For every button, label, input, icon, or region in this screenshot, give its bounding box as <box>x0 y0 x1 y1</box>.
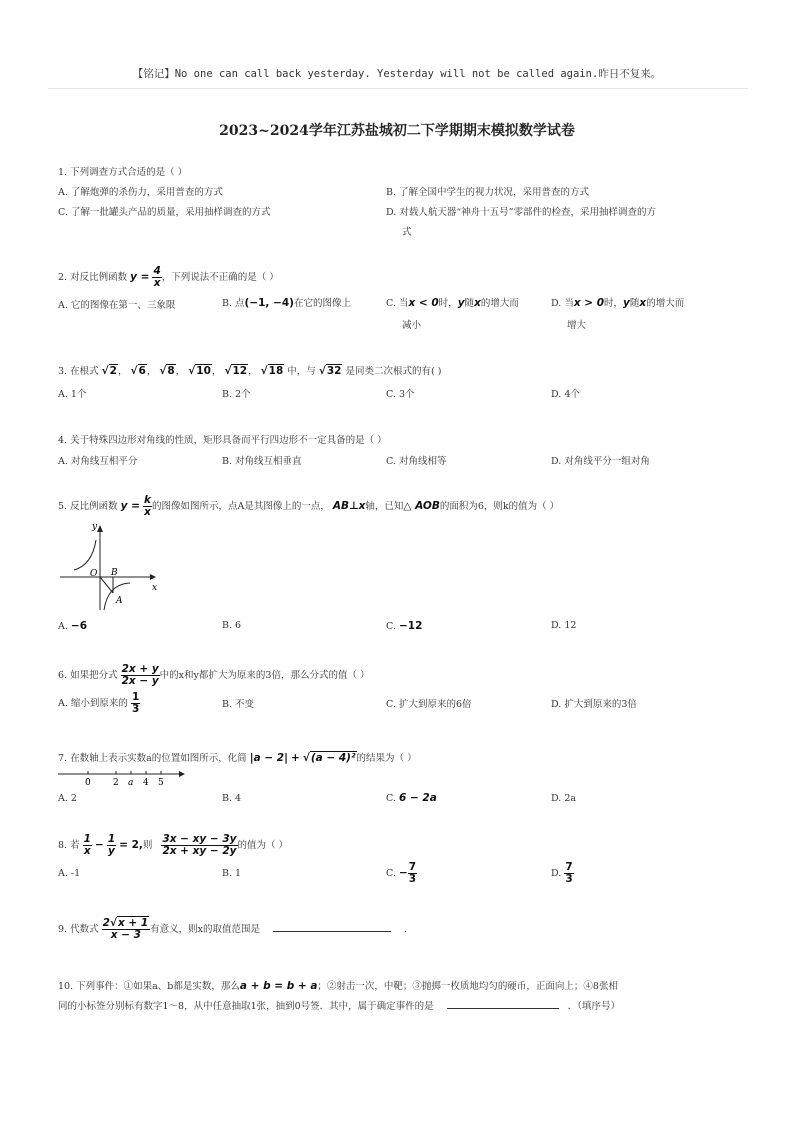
motto-banner: 【铭记】No one can call back yesterday. Yesterday will not be called again.昨日不复来。 <box>132 68 662 80</box>
q5-option-d: D. 12 <box>551 620 577 631</box>
q4-option-c: C. 对角线相等 <box>386 456 447 467</box>
q10-line1: 10. 下列事件：①如果a、b都是实数，那么a + b = b + a；②射击一次，中靶；③抛掷一枚质地均匀的硬币，正面向上；④8张相 <box>58 980 618 992</box>
q1-option-d-cont: 式 <box>402 227 412 238</box>
number-line-arrow <box>179 771 185 777</box>
q1-option-d: D. 对载人航天器“神舟十五号”零部件的检查，采用抽样调查的方 <box>386 207 657 218</box>
q9-fraction: $\frac{2√x + 1}{x - 3}$ <box>102 917 149 942</box>
q8-option-b: B. 1 <box>222 868 242 879</box>
root-item: √10 <box>188 365 211 377</box>
q7-number-line <box>58 766 188 788</box>
point-b-label: B <box>111 568 118 578</box>
q7-option-c: C. 6 − 2a <box>386 792 437 804</box>
q6-option-d: D. 扩大到原来的3倍 <box>551 699 637 710</box>
root-item: √8 <box>159 365 175 377</box>
root-target: √32 <box>318 365 342 377</box>
q5-option-a: A. −6 <box>58 620 88 632</box>
q2-option-c-cont: 减小 <box>402 320 422 331</box>
q1-option-c: C. 了解一批罐头产品的质量，采用抽样调查的方式 <box>58 207 271 218</box>
q3-option-a: A. 1个 <box>58 389 87 400</box>
q10-line2: 同的小标签分别标有数字1～8，从中任意抽取1张，抽到0号签．其中，属于确定事件的是 ．（填序号） <box>58 998 620 1012</box>
q6-option-c: C. 扩大到原来的6倍 <box>386 699 472 710</box>
radical: √(a − 4)² <box>302 752 356 764</box>
tick-label-5: 5 <box>158 778 164 788</box>
q5-function-graph <box>58 520 158 612</box>
origin-label: O <box>90 569 98 579</box>
q6-stem: 6. 如果把分式 $\frac{2x + y}{2x - y}$ 中的x和y都扩大为原来的3倍，那么分式的值（ ） <box>58 663 370 688</box>
q2-option-a: A. 它的图像在第一、三象限 <box>58 300 176 311</box>
x-axis-arrow <box>150 574 156 580</box>
q9-stem: 9. 代数式 $\frac{2√x + 1}{x - 3}$ 有意义，则x的取值范围是 . <box>58 917 408 942</box>
q2-option-d-cont: 增大 <box>567 320 587 331</box>
y-axis-label: y <box>92 522 98 532</box>
q9-answer-blank[interactable] <box>273 921 391 932</box>
q3-option-d: D. 4个 <box>551 389 580 400</box>
q3-option-b: B. 2个 <box>222 389 251 400</box>
q8-option-d: D. $\frac{7}{3}$ <box>551 861 573 886</box>
q2-option-c: C. 当x < 0时，y随x的增大而 <box>386 297 519 309</box>
q8-fraction: $\frac{3x - xy - 3y}{2x + xy - 2y}$ <box>162 833 237 858</box>
q5-option-b: B. 6 <box>222 620 242 631</box>
q5-stem: 5. 反比例函数 y = $\frac{k}{x}$ 的图像如图所示，点A是其图像上的一点， AB⊥x轴，已知△ AOB的面积为6，则k的值为（ ） <box>58 494 560 519</box>
q2-option-d: D. 当x > 0时，y随x的增大而 <box>551 297 685 309</box>
tick-label-a: a <box>128 778 134 788</box>
tick-label-0: 0 <box>85 778 91 788</box>
q4-option-a: A. 对角线互相平分 <box>58 456 138 467</box>
q2-stem: 2. 对反比例函数 y = $\frac{4}{x}$ ，下列说法不正确的是（ ） <box>58 265 279 290</box>
q7-stem: 7. 在数轴上表示实数a的位置如图所示，化简 |a − 2| + √(a − 4)²的结果为（ ） <box>58 752 417 764</box>
q1-stem: 1. 下列调查方式合适的是（ ） <box>58 167 188 178</box>
q4-option-d: D. 对角线平分一组对角 <box>551 456 650 467</box>
x-axis-label: x <box>152 583 158 593</box>
q8-option-a: A. -1 <box>58 868 81 879</box>
q4-stem: 4. 关于特殊四边形对角线的性质，矩形具备而平行四边形不一定具备的是（ ） <box>58 435 387 446</box>
q3-stem: 3. 在根式 √2， √6， √8， √10， √12， √18 中，与 √32 是同类二次根式的有( ) <box>58 365 442 377</box>
q6-fraction: $\frac{2x + y}{2x - y}$ <box>121 663 159 688</box>
root-item: √18 <box>260 365 284 377</box>
root-item: √2 <box>101 365 117 377</box>
hyperbola-upper-branch <box>74 540 96 570</box>
q6-option-b: B. 不变 <box>222 699 255 710</box>
root-item: √6 <box>130 365 146 377</box>
header-divider <box>48 88 748 89</box>
q1-option-a: A. 了解炮弹的杀伤力，采用普查的方式 <box>58 187 223 198</box>
segment-oa <box>100 577 113 593</box>
root-item: √12 <box>224 365 248 377</box>
q3-option-c: C. 3个 <box>386 389 415 400</box>
q7-option-b: B. 4 <box>222 793 242 804</box>
q6-option-a: A. 缩小到原来的 $\frac{1}{3}$ <box>58 691 140 716</box>
q5-option-c: C. −12 <box>386 620 423 632</box>
q7-option-d: D. 2a <box>551 793 577 804</box>
point-a-label: A <box>116 596 123 606</box>
q1-option-b: B. 了解全国中学生的视力状况，采用普查的方式 <box>386 187 590 198</box>
q10-answer-blank[interactable] <box>447 998 559 1009</box>
q7-option-a: A. 2 <box>58 793 77 804</box>
q2-option-b: B. 点(−1, −4)在它的图像上 <box>222 297 351 309</box>
q8-stem: 8. 若 $\frac{1}{x}$ − $\frac{1}{y}$ = 2,则 $\frac{3x - xy - 3y}{2x + xy - 2y}$ 的值为（ ） <box>58 833 289 858</box>
tick-label-2: 2 <box>113 778 119 788</box>
q8-option-c: C. − $\frac{7}{3}$ <box>386 861 417 886</box>
q2-fraction: $\frac{4}{x}$ <box>153 265 161 290</box>
page-title: 2023~2024学年江苏盐城初二下学期期末模拟数学试卷 <box>219 123 575 139</box>
q5-fraction: $\frac{k}{x}$ <box>143 494 151 519</box>
y-axis-arrow <box>97 525 103 532</box>
tick-label-4: 4 <box>143 778 149 788</box>
q4-option-b: B. 对角线互相垂直 <box>222 456 302 467</box>
